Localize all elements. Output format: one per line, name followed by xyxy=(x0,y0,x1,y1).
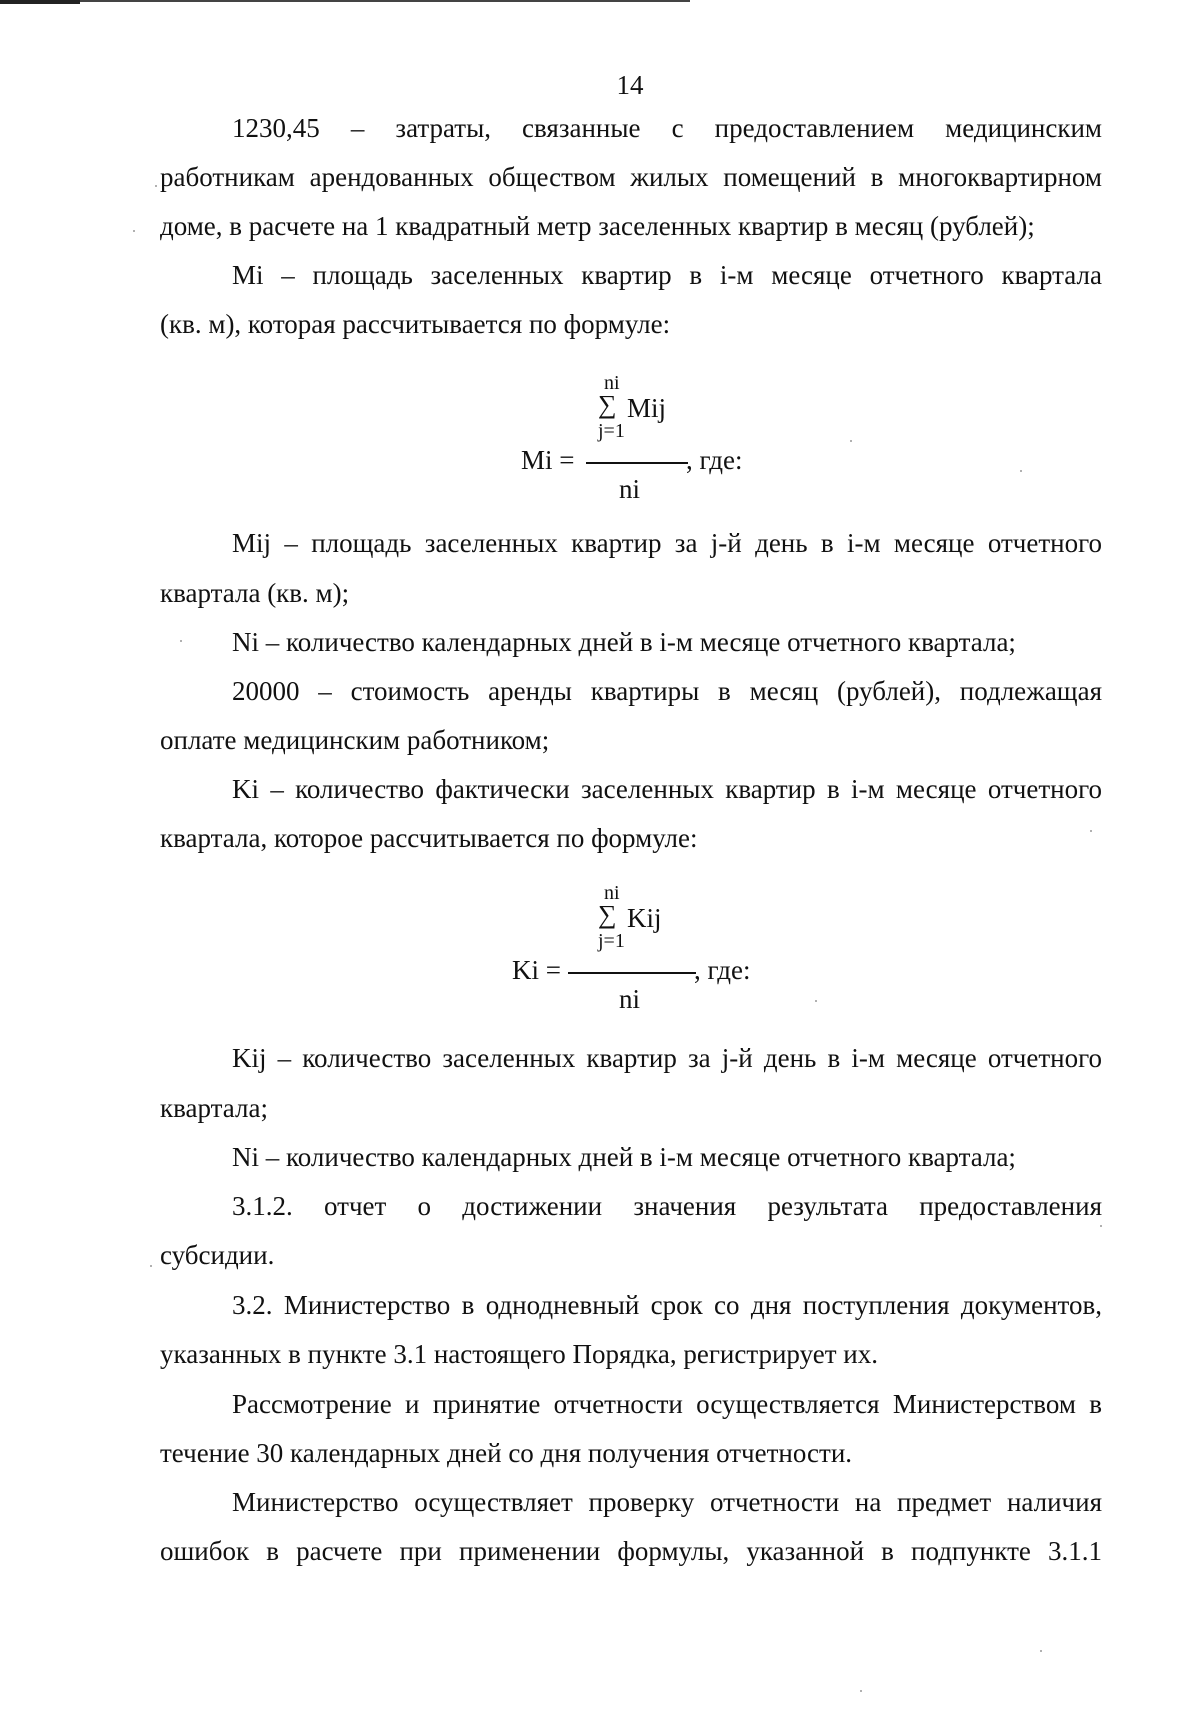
formula-mi-denominator: ni xyxy=(619,474,641,504)
paragraph-3-line-1: Mij – площадь заселенных квартир за j-й день в i-м месяце отчетного xyxy=(232,528,1102,558)
formula-ki-lower-limit: j=1 xyxy=(598,930,625,952)
paragraph-7-line-2: квартала; xyxy=(160,1093,268,1123)
scan-speck xyxy=(860,1690,862,1692)
scan-speck xyxy=(180,640,182,642)
paragraph-2-line-1: Mi – площадь заселенных квартир в i-м месяце отчетного квартала xyxy=(232,260,1102,290)
scan-speck xyxy=(1100,1225,1102,1227)
formula-ki-fraction-bar xyxy=(568,972,696,974)
value-1230-45: 1230,45 xyxy=(232,113,320,143)
paragraph-4-line-1: Ni – количество календарных дней в i-м месяце отчетного квартала; xyxy=(232,627,1016,657)
paragraph-9-line-2: субсидии. xyxy=(160,1240,275,1270)
scan-speck xyxy=(1040,1650,1042,1652)
paragraph-1-line-1 xyxy=(232,113,1102,144)
formula-ki-suffix: , где: xyxy=(694,955,751,985)
paragraph-5-line-1: 20000 – стоимость аренды квартиры в месяц (рублей), подлежащая xyxy=(232,676,1102,706)
paragraph-10-line-2: указанных в пункте 3.1 настоящего Порядка, регистрирует их. xyxy=(160,1339,878,1369)
paragraph-10-line-1: 3.2. Министерство в однодневный срок со дня поступления документов, xyxy=(232,1290,1102,1320)
formula-mi-fraction-bar xyxy=(586,462,688,464)
paragraph-11-line-1: Рассмотрение и принятие отчетности осуществляется Министерством в xyxy=(232,1389,1102,1419)
paragraph-7-line-1: Kij – количество заселенных квартир за j-й день в i-м месяце отчетного xyxy=(232,1043,1102,1073)
formula-mi-summand: Mij xyxy=(627,393,667,423)
formula-ki-denominator: ni xyxy=(619,984,641,1014)
formula-mi-lhs: Mi = xyxy=(521,445,575,475)
scan-speck xyxy=(850,440,852,442)
paragraph-5-line-2: оплате медицинским работником; xyxy=(160,725,550,755)
paragraph-9-line-1: 3.1.2. отчет о достижении значения результата предоставления xyxy=(232,1191,1102,1221)
paragraph-6-line-2: квартала, которое рассчитывается по формуле: xyxy=(160,823,698,853)
formula-mi-upper-limit: ni xyxy=(604,372,620,394)
paragraph-1-line-2: работникам арендованных обществом жилых помещений в многоквартирном xyxy=(160,162,1102,192)
top-border-line xyxy=(0,0,690,2)
formula-ki-upper-limit: ni xyxy=(604,882,620,904)
formula-mi-suffix: , где: xyxy=(686,445,743,475)
paragraph-text: затраты, связанные с предоставлением медицинским xyxy=(395,113,1103,143)
scan-speck xyxy=(133,230,135,232)
dash: – xyxy=(350,113,365,143)
formula-ki-summand: Kij xyxy=(627,903,662,933)
paragraph-12-line-2: ошибок в расчете при применении формулы, указанной в подпункте 3.1.1 xyxy=(160,1536,1102,1566)
scan-speck xyxy=(1090,830,1092,832)
top-border-mark xyxy=(0,0,80,4)
scan-speck xyxy=(155,185,157,187)
paragraph-3-line-2: квартала (кв. м); xyxy=(160,578,350,608)
paragraph-6-line-1: Ki – количество фактически заселенных квартир в i-м месяце отчетного xyxy=(232,774,1102,804)
scan-speck xyxy=(815,1000,817,1002)
scan-speck xyxy=(1020,470,1022,472)
paragraph-1-line-3: доме, в расчете на 1 квадратный метр заселенных квартир в месяц (рублей); xyxy=(160,211,1035,241)
page-number: 14 xyxy=(616,70,644,100)
paragraph-12-line-1: Министерство осуществляет проверку отчетности на предмет наличия xyxy=(232,1487,1102,1517)
scan-speck xyxy=(150,1265,152,1267)
formula-mi-sigma-symbol: ∑ xyxy=(598,390,617,419)
formula-mi-lower-limit: j=1 xyxy=(598,420,625,442)
paragraph-8-line-1: Ni – количество календарных дней в i-м месяце отчетного квартала; xyxy=(232,1142,1016,1172)
formula-ki-sigma-symbol: ∑ xyxy=(598,900,617,929)
paragraph-11-line-2: течение 30 календарных дней со дня получения отчетности. xyxy=(160,1438,853,1468)
formula-ki-lhs: Ki = xyxy=(512,955,561,985)
paragraph-2-line-2: (кв. м), которая рассчитывается по формуле: xyxy=(160,309,671,339)
